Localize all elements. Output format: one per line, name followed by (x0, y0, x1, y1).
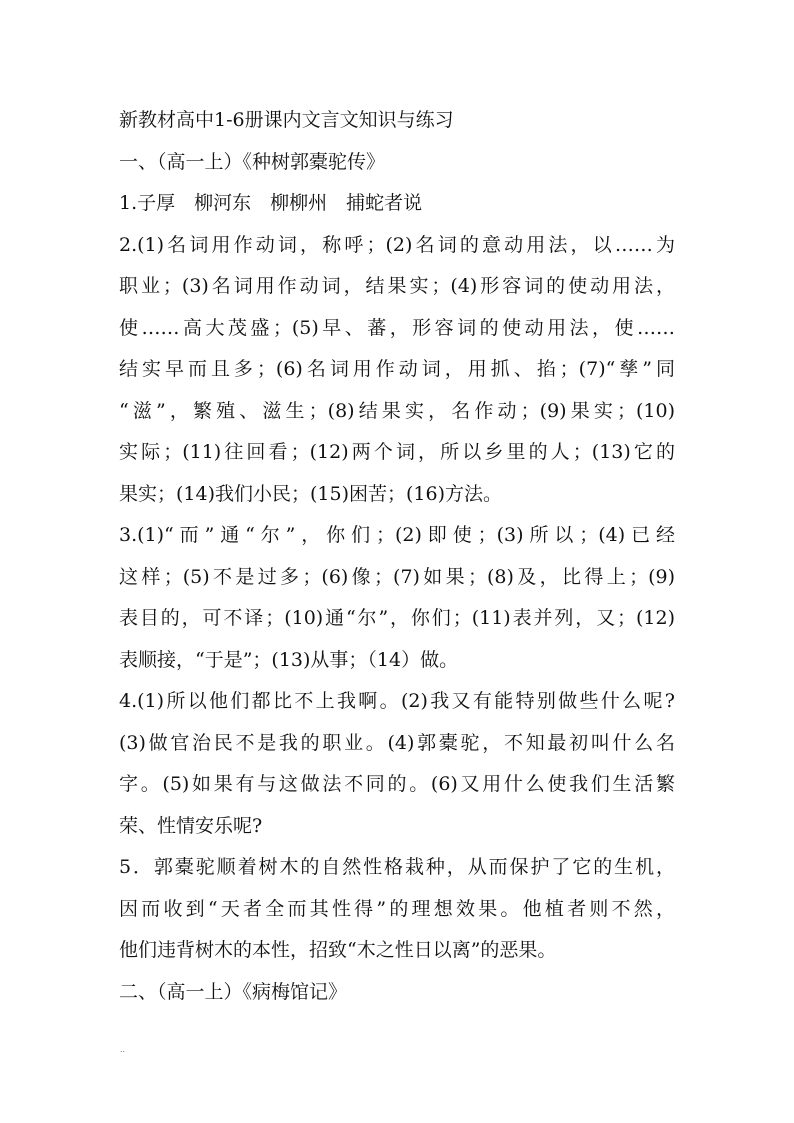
page-footer-mark: .. (120, 1045, 126, 1054)
text-line: 2.(1)名词用作动词，称呼；(2)名词的意动用法，以……为 (119, 233, 675, 256)
text-line: 结实早而且多；(6)名词用作动词，用抓、掐；(7)“孳”同 (119, 358, 675, 380)
text-line: 使……高大茂盛；(5)早、蕃，形容词的使动用法，使…… (119, 316, 675, 339)
text-line: 表顺接，“于是”；(13)从事；（14）做。 (119, 648, 459, 671)
text-line: 他们违背树木的本性，招致“木之性日以离”的恶果。 (119, 939, 557, 961)
text-line: (3)做官治民不是我的职业。(4)郭橐驼，不知最初叫什么名 (119, 731, 675, 754)
text-line: 4.(1)所以他们都比不上我啊。(2)我又有能特别做些什么呢? (119, 690, 675, 712)
text-line: “滋”，繁殖、滋生；(8)结果实，名作动；(9)果实；(10) (119, 399, 675, 422)
document-body (119, 100, 675, 1013)
text-line: 职业；(3)名词用作动词，结果实；(4)形容词的使动用法， (119, 275, 675, 297)
text-line: 1.子厚 柳河东 柳柳州 捕蛇者说 (119, 192, 423, 214)
text-line: 二、（高一上）《病梅馆记》 (119, 980, 348, 1003)
text-line: 字。(5)如果有与这做法不同的。(6)又用什么使我们生活繁 (119, 773, 675, 795)
text-line: 5．郭橐驼顺着树木的自然性格栽种，从而保护了它的生机， (119, 856, 675, 878)
text-line: 实际；(11)往回看；(12)两个词，所以乡里的人；(13)它的 (119, 441, 675, 463)
text-line: 一、（高一上）《种树郭橐驼传》 (119, 150, 386, 173)
text-line: 表目的，可不译；(10)通“尔”，你们；(11)表并列，又；(12) (119, 607, 675, 629)
text-line: 荣、性情安乐呢? (119, 814, 263, 837)
text-line: 因而收到“天者全而其性得”的理想效果。他植者则不然， (119, 897, 675, 920)
document-title: 新教材高中1-6册课内文言文知识与练习 (119, 109, 454, 131)
text-line: 这样；(5)不是过多；(6)像；(7)如果；(8)及，比得上；(9) (119, 565, 675, 588)
text-line: 果实；(14)我们小民；(15)困苦；(16)方法。 (119, 482, 503, 505)
text-line: 3.(1)“而”通“尔”，你们；(2)即使；(3)所以；(4)已经 (119, 524, 675, 546)
